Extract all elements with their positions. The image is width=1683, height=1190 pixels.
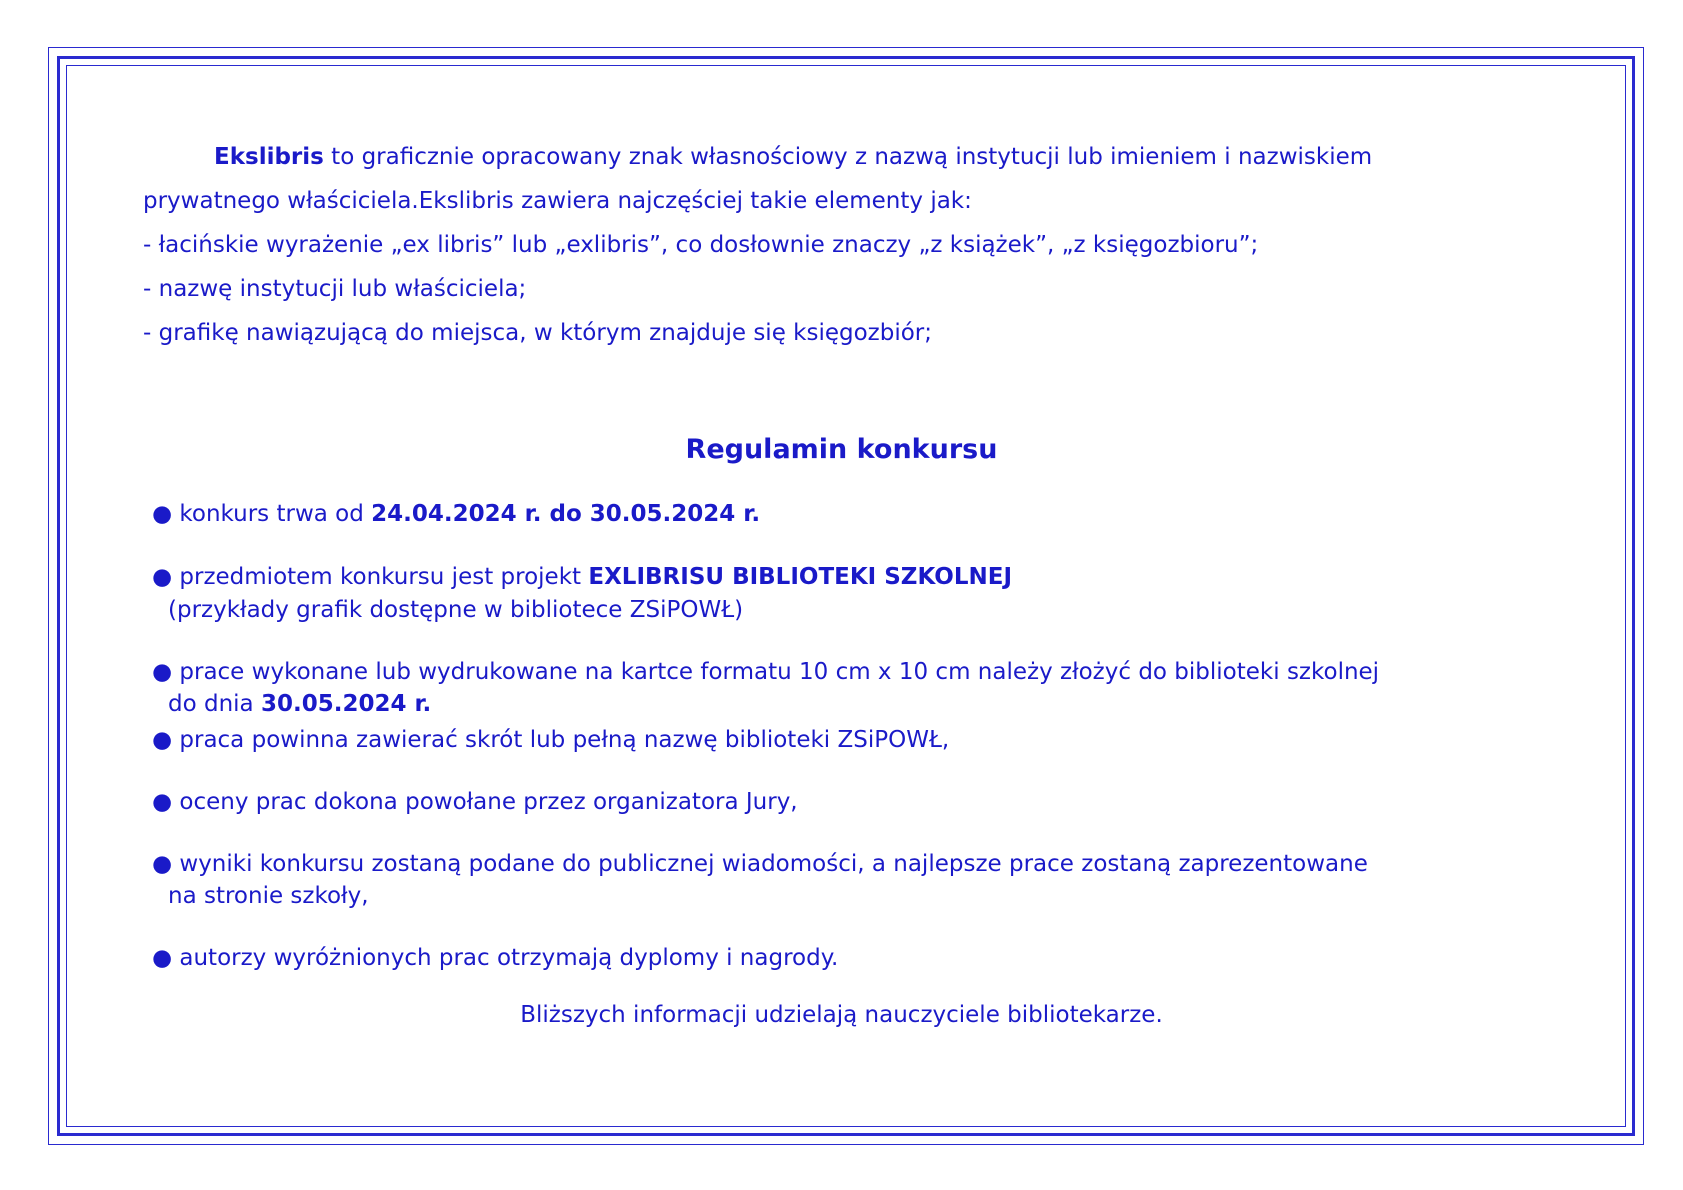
intro-line-3: - łacińskie wyrażenie „ex libris” lub „exlibris”, co dosłownie znaczy „z książek”, „z księgozbioru”; [143,232,1259,258]
intro-line-1 [214,143,1372,171]
rule-3-deadline: 30.05.2024 r. [260,691,432,717]
bullet: ● [152,659,173,685]
rule-7 [152,944,838,972]
rule-1 [152,500,760,528]
bullet: ● [152,727,173,753]
bullet: ● [152,501,173,527]
intro-line-5: - grafikę nawiązującą do miejsca, w którym znajduje się księgozbiór; [143,320,933,346]
rule-4 [152,726,949,754]
rule-3-line-2 [168,690,431,718]
rule-4-text: praca powinna zawierać skrót lub pełną nazwę biblioteki ZSiPOWŁ, [172,727,950,753]
rule-6-text: wyniki konkursu zostaną podane do publicznej wiadomości, a najlepsze prace zostaną zaprezentowane [172,851,1368,877]
rule-2-text: przedmiotem konkursu jest projekt [172,564,589,590]
bullet: ● [152,789,173,815]
rule-3 [152,658,1379,686]
bullet: ● [152,851,173,877]
rule-2-line-2: (przykłady grafik dostępne w bibliotece ZSiPOWŁ) [168,597,744,623]
rule-2 [152,563,1012,591]
bullet: ● [152,564,173,590]
footer-note: Bliższych informacji udzielają nauczyciele bibliotekarze. [520,1002,1163,1028]
rule-5-text: oceny prac dokona powołane przez organizatora Jury, [172,789,798,815]
rule-1-text: konkurs trwa od [172,501,372,527]
rules-title: Regulamin konkursu [685,434,998,465]
rule-6-line-2: na stronie szkoły, [168,883,369,909]
intro-term: Ekslibris [214,144,324,170]
intro-line-4: - nazwę instytucji lub właściciela; [143,276,527,302]
rule-7-text: autorzy wyróżnionych prac otrzymają dyplomy i nagrody. [172,945,839,971]
intro-line-2: prywatnego właściciela.Ekslibris zawiera najczęściej takie elementy jak: [143,188,972,214]
rule-1-dates: 24.04.2024 r. do 30.05.2024 r. [371,501,761,527]
rule-5 [152,788,798,816]
intro-line-1-text: to graficznie opracowany znak własnościowy z nazwą instytucji lub imieniem i nazwiskiem [323,144,1373,170]
bullet: ● [152,945,173,971]
rule-3-text: prace wykonane lub wydrukowane na kartce formatu 10 cm x 10 cm należy złożyć do biblioteki szkolnej [172,659,1380,685]
rule-2-subject: EXLIBRISU BIBLIOTEKI SZKOLNEJ [588,564,1012,590]
rule-6 [152,850,1368,878]
rule-3-line-2-text: do dnia [168,691,261,717]
